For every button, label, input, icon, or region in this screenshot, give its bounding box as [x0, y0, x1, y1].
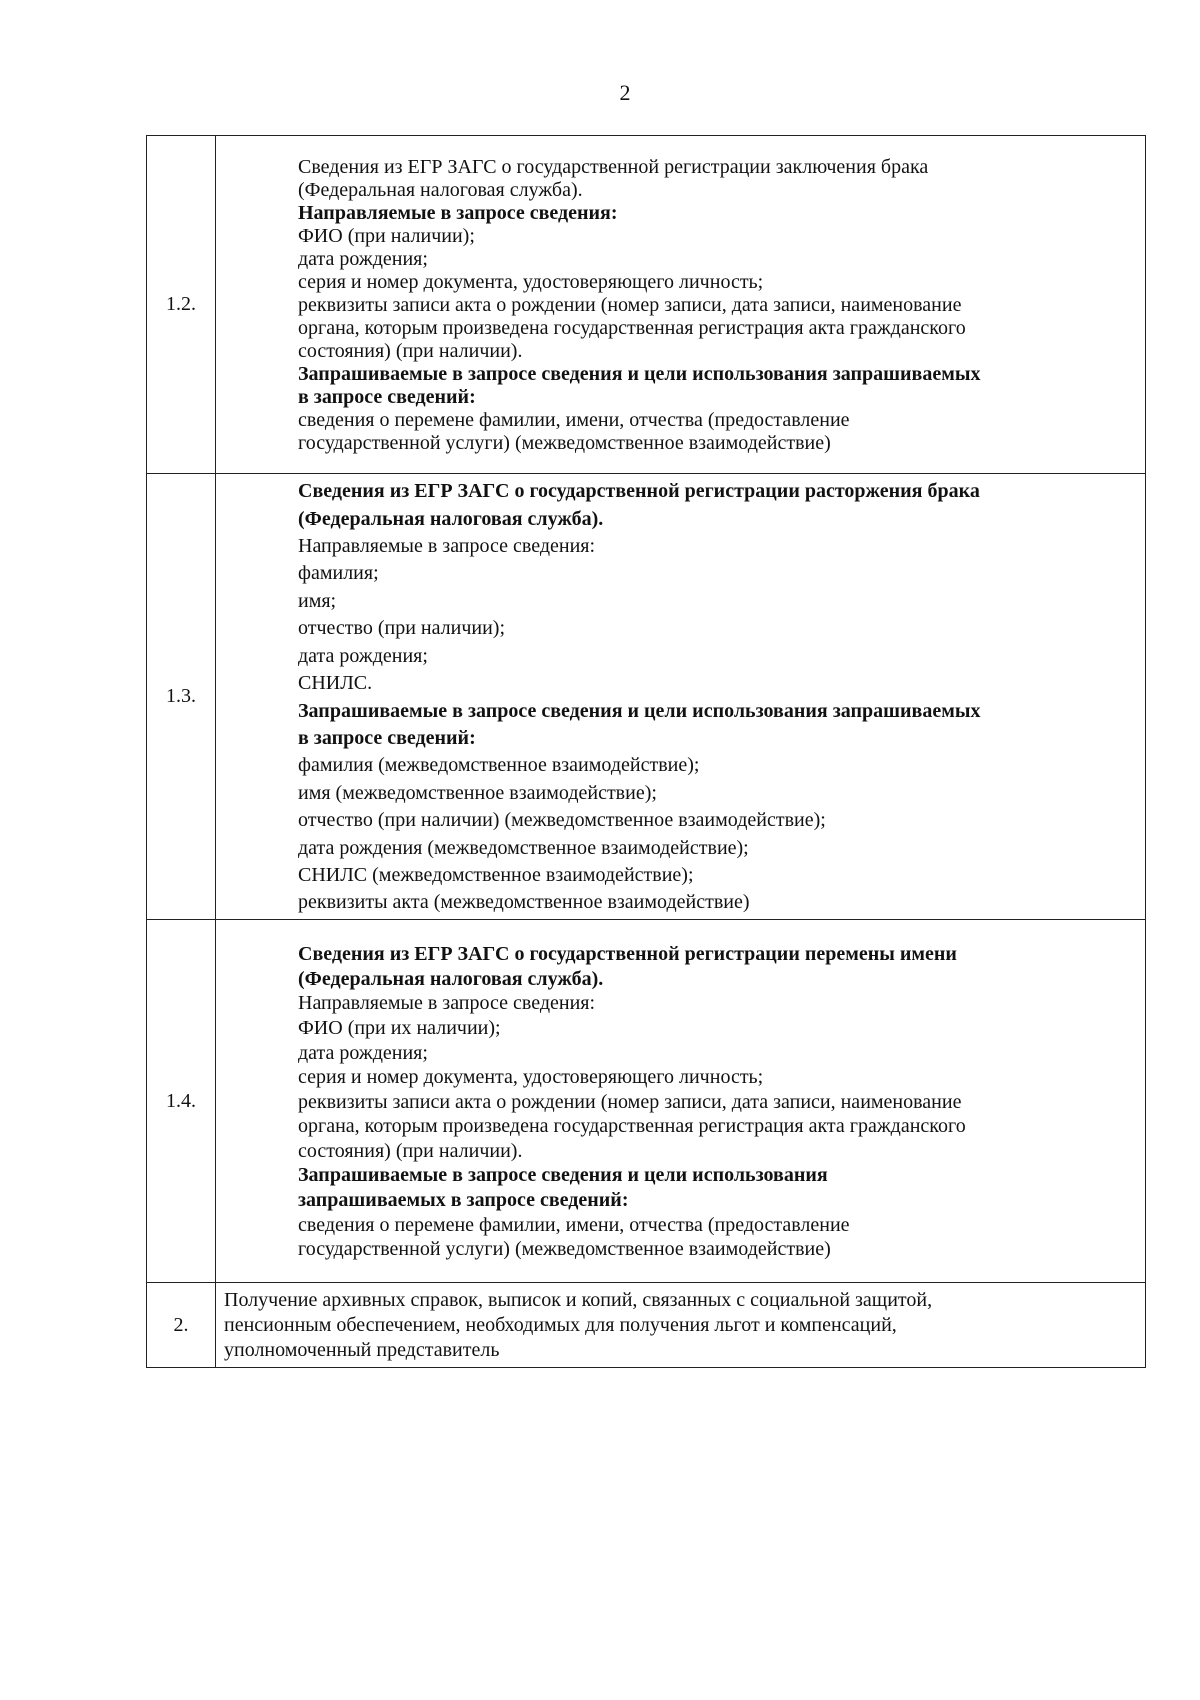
- content-line: состояния) (при наличии).: [298, 340, 523, 362]
- content-line: сведения о перемене фамилии, имени, отчества (предоставление: [298, 409, 850, 431]
- content-line: государственной услуги) (межведомственное взаимодействие): [298, 1238, 831, 1261]
- table-row-2: [147, 1283, 1146, 1368]
- content-line: имя;: [298, 589, 337, 612]
- content-line: реквизиты записи акта о рождении (номер записи, дата записи, наименование: [298, 1090, 962, 1113]
- content-line: ФИО (при их наличии);: [298, 1016, 501, 1039]
- content-line: ФИО (при наличии);: [298, 225, 475, 247]
- content-line: уполномоченный представитель: [224, 1338, 500, 1361]
- content-line: Направляемые в запросе сведения:: [298, 535, 596, 558]
- content-heading: запрашиваемых в запросе сведений:: [298, 1189, 629, 1212]
- content-heading: Направляемые в запросе сведения:: [298, 202, 618, 224]
- content-line: Направляемые в запросе сведения:: [298, 992, 596, 1015]
- content-line: государственной услуги) (межведомственное взаимодействие): [298, 432, 831, 454]
- content-line: дата рождения;: [298, 1041, 428, 1064]
- content-line: дата рождения;: [298, 248, 428, 270]
- content-line: сведения о перемене фамилии, имени, отчества (предоставление: [298, 1213, 850, 1236]
- content-line: дата рождения;: [298, 644, 428, 667]
- content-line: пенсионным обеспечением, необходимых для получения льгот и компенсаций,: [224, 1313, 897, 1336]
- row-content: [216, 136, 1146, 474]
- row-content: [216, 920, 1146, 1283]
- content-line: имя (межведомственное взаимодействие);: [298, 781, 657, 804]
- content-line: отчество (при наличии) (межведомственное взаимодействие);: [298, 809, 826, 832]
- content-line: отчество (при наличии);: [298, 617, 506, 640]
- row-number: 1.4.: [147, 920, 216, 1283]
- content-line: серия и номер документа, удостоверяющего личность;: [298, 1066, 764, 1089]
- content-line: органа, которым произведена государственная регистрация акта гражданского: [298, 1115, 966, 1138]
- content-line: Сведения из ЕГР ЗАГС о государственной регистрации заключения брака: [298, 156, 929, 178]
- content-heading: Запрашиваемые в запросе сведения и цели использования запрашиваемых: [298, 363, 981, 385]
- content-heading: в запросе сведений:: [298, 726, 476, 749]
- content-heading: Сведения из ЕГР ЗАГС о государственной регистрации перемены имени: [298, 943, 957, 966]
- content-line: состояния) (при наличии).: [298, 1139, 523, 1162]
- content-heading: (Федеральная налоговая служба).: [298, 507, 604, 530]
- content-line: СНИЛС.: [298, 672, 373, 695]
- services-table: [146, 135, 1146, 1368]
- table-row-1-4: [147, 920, 1146, 1283]
- row-content: [216, 1283, 1146, 1368]
- content-line: Получение архивных справок, выписок и копий, связанных с социальной защитой,: [224, 1288, 933, 1311]
- row-number: 1.3.: [147, 474, 216, 920]
- content-heading: (Федеральная налоговая служба).: [298, 967, 604, 990]
- content-line: серия и номер документа, удостоверяющего личность;: [298, 271, 764, 293]
- content-line: (Федеральная налоговая служба).: [298, 179, 583, 201]
- content-line: фамилия (межведомственное взаимодействие);: [298, 754, 700, 777]
- content-line: реквизиты акта (межведомственное взаимодействие): [298, 891, 750, 914]
- content-line: фамилия;: [298, 562, 379, 585]
- content-heading: Сведения из ЕГР ЗАГС о государственной регистрации расторжения брака: [298, 480, 980, 503]
- table-row-1-2: [147, 136, 1146, 474]
- content-line: дата рождения (межведомственное взаимодействие);: [298, 836, 749, 859]
- page-number: 2: [619, 80, 631, 105]
- content-line: реквизиты записи акта о рождении (номер записи, дата записи, наименование: [298, 294, 962, 316]
- content-heading: в запросе сведений:: [298, 386, 476, 408]
- row-content: [216, 474, 1146, 920]
- row-number: 1.2.: [147, 136, 216, 474]
- content-heading: Запрашиваемые в запросе сведения и цели использования запрашиваемых: [298, 699, 981, 722]
- content-line: СНИЛС (межведомственное взаимодействие);: [298, 863, 694, 886]
- table-row-1-3: [147, 474, 1146, 920]
- content-line: органа, которым произведена государственная регистрация акта гражданского: [298, 317, 966, 339]
- content-heading: Запрашиваемые в запросе сведения и цели использования: [298, 1164, 828, 1187]
- row-number: 2.: [147, 1283, 216, 1368]
